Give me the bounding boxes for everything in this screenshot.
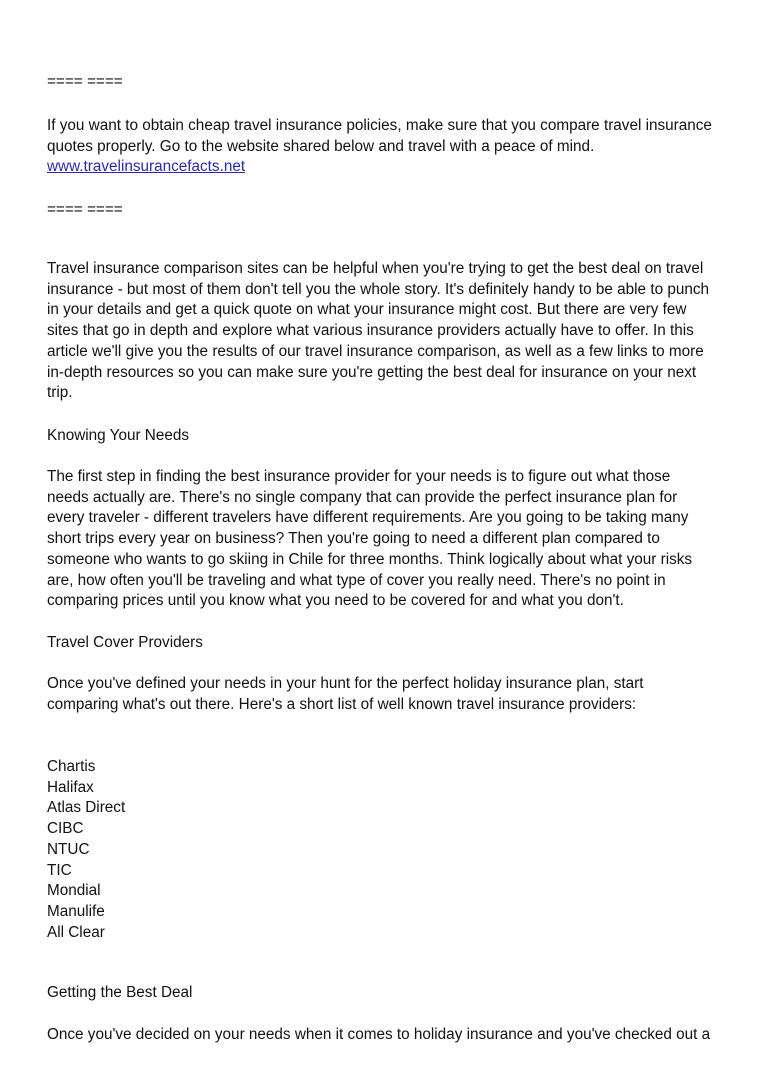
heading-knowing-your-needs: Knowing Your Needs xyxy=(47,427,190,444)
paragraph-providers-intro: Once you've defined your needs in your hunt for the perfect holiday insurance plan, start comparing what's out there. Here's a short list of well known travel insurance providers: xyxy=(47,675,644,713)
heading-getting-the-best-deal: Getting the Best Deal xyxy=(47,984,193,1001)
separator-bottom: ==== ==== xyxy=(47,201,123,218)
paragraph-best-deal: Once you've decided on your needs when it comes to holiday insurance and you've checked out a xyxy=(47,1026,711,1043)
website-link[interactable]: www.travelinsurancefacts.net xyxy=(47,158,246,175)
list-item: Halifax xyxy=(47,778,94,796)
heading-travel-cover-providers: Travel Cover Providers xyxy=(47,634,203,651)
paragraph-knowing-your-needs: The first step in finding the best insurance provider for your needs is to figure out what those needs actually are. There's no single company that can provide the perfect insurance plan for every traveler - different travelers have different requirements. Are you going to be taking many short trips every year on business? Then you're going to need a different plan compared to someone who wants to go skiing in Chile for three months. Think logically about what your risks are, how often you'll be traveling and what type of cover you really need. There's no point in comparing prices until you know what you need to be covered for and what you don't. xyxy=(47,468,693,610)
separator-top: ==== ==== xyxy=(47,73,123,90)
intro-paragraph: If you want to obtain cheap travel insurance policies, make sure that you compare travel insurance quotes properly. Go to the website shared below and travel with a peace of mind. xyxy=(47,117,712,155)
list-item: All Clear xyxy=(47,923,105,941)
list-item: Atlas Direct xyxy=(47,799,126,817)
list-item: Chartis xyxy=(47,758,96,775)
list-item: NTUC xyxy=(47,840,90,858)
intro-link-line xyxy=(47,157,245,178)
list-item: Mondial xyxy=(47,882,101,900)
list-item: TIC xyxy=(47,861,72,879)
paragraph-intro-comparison: Travel insurance comparison sites can be helpful when you're trying to get the best deal on travel insurance - but most of them don't tell you the whole story. It's definitely handy to be able to punch in your details and get a quick quote on what your insurance might cost. But there are very few sites that go in depth and explore what various insurance providers actually have to offer. In this article we'll give you the results of our travel insurance comparison, as well as a few links to more in-depth resources so you can make sure you're getting the best deal for insurance on your next trip. xyxy=(47,260,710,402)
list-item: CIBC xyxy=(47,820,84,838)
list-item: Manulife xyxy=(47,902,105,920)
